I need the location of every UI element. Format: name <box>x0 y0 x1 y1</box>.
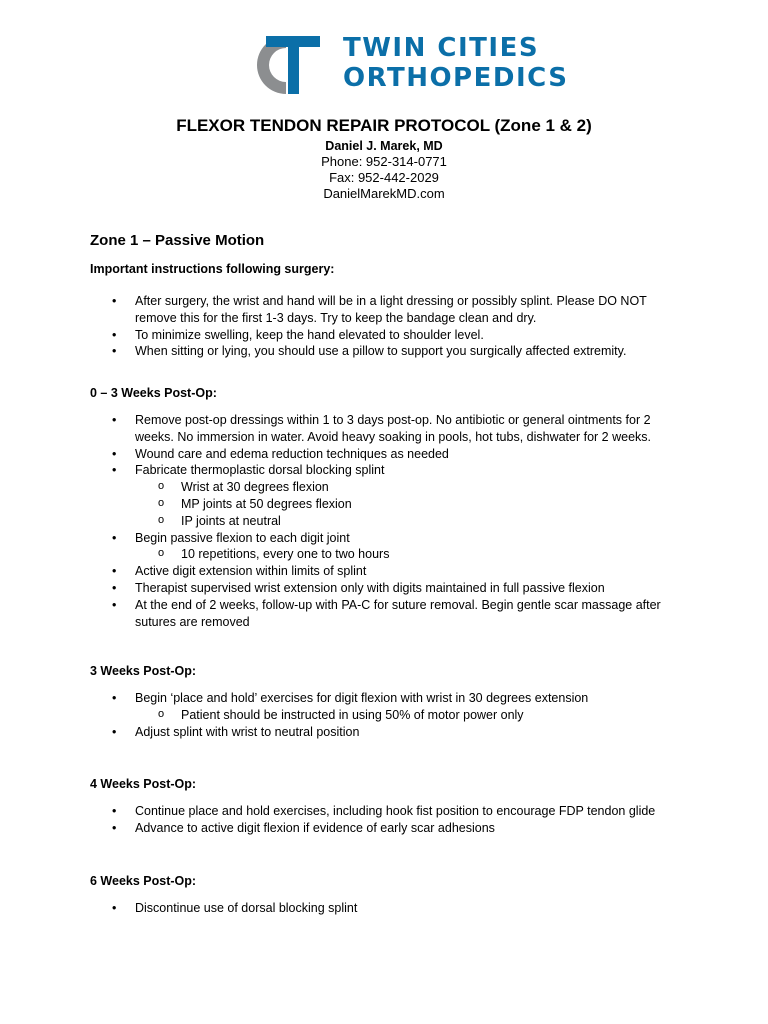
logo-mark-icon <box>252 36 320 94</box>
week-6-list <box>90 900 690 917</box>
section-title: Zone 1 – Passive Motion <box>90 232 265 249</box>
practice-logo <box>252 33 569 99</box>
sub-list-item: o Patient should be instructed in using 50% of motor power only <box>90 707 690 724</box>
website: DanielMarekMD.com <box>323 186 445 201</box>
logo-text <box>343 33 568 93</box>
instructions-list <box>90 293 690 360</box>
week-4-list <box>90 803 690 837</box>
instructions-heading: Important instructions following surgery: <box>90 262 335 276</box>
sub-list-item: o IP joints at neutral <box>90 513 690 530</box>
sub-list-item: o MP joints at 50 degrees flexion <box>90 496 690 513</box>
list-item: • Active digit extension within limits of splint <box>90 563 690 580</box>
fax-number: Fax: 952-442-2029 <box>329 170 439 185</box>
list-item: • Advance to active digit flexion if evidence of early scar adhesions <box>90 820 690 837</box>
list-item: • Wound care and edema reduction techniques as needed <box>90 446 690 463</box>
week-4-heading: 4 Weeks Post-Op: <box>90 777 197 791</box>
sub-list-item: o Wrist at 30 degrees flexion <box>90 479 690 496</box>
week-3-heading: 3 Weeks Post-Op: <box>90 664 197 678</box>
week-6-heading: 6 Weeks Post-Op: <box>90 874 197 888</box>
list-item: • Begin ‘place and hold’ exercises for digit flexion with wrist in 30 degrees extension <box>90 690 690 707</box>
list-item: • When sitting or lying, you should use a pillow to support you surgically affected extremity. <box>90 343 690 360</box>
weeks-0-3-list <box>90 412 690 630</box>
sub-list-item: o 10 repetitions, every one to two hours <box>90 546 690 563</box>
list-item: • Fabricate thermoplastic dorsal blocking splint <box>90 462 690 479</box>
list-item: • Discontinue use of dorsal blocking splint <box>90 900 690 917</box>
week-3-list <box>90 690 690 740</box>
logo-line-2: ORTHOPEDICS <box>343 63 569 93</box>
list-item: • After surgery, the wrist and hand will be in a light dressing or possibly splint. Please DO NOT remove this for the first 1-3 days. Try to keep the bandage clean and dry. <box>90 293 690 327</box>
list-item: • Continue place and hold exercises, including hook fist position to encourage FDP tendon glide <box>90 803 690 820</box>
list-item: • Therapist supervised wrist extension only with digits maintained in full passive flexion <box>90 580 690 597</box>
weeks-0-3-heading: 0 – 3 Weeks Post-Op: <box>90 386 217 400</box>
author-name: Daniel J. Marek, MD <box>325 139 443 153</box>
list-item: • Begin passive flexion to each digit joint <box>90 530 690 547</box>
list-item: • At the end of 2 weeks, follow-up with PA-C for suture removal. Begin gentle scar massage after sutures are removed <box>90 597 690 631</box>
list-item: • To minimize swelling, keep the hand elevated to shoulder level. <box>90 327 690 344</box>
logo-line-1: TWIN CITIES <box>343 33 540 63</box>
phone-number: Phone: 952-314-0771 <box>321 154 447 169</box>
document-title: FLEXOR TENDON REPAIR PROTOCOL (Zone 1 & 2) <box>176 116 592 135</box>
list-item: • Remove post-op dressings within 1 to 3 days post-op. No antibiotic or general ointments for 2 weeks. No immersion in water. Avoid heavy soaking in pools, hot tubs, dishwater for 2 weeks. <box>90 412 690 446</box>
list-item: • Adjust splint with wrist to neutral position <box>90 724 690 741</box>
